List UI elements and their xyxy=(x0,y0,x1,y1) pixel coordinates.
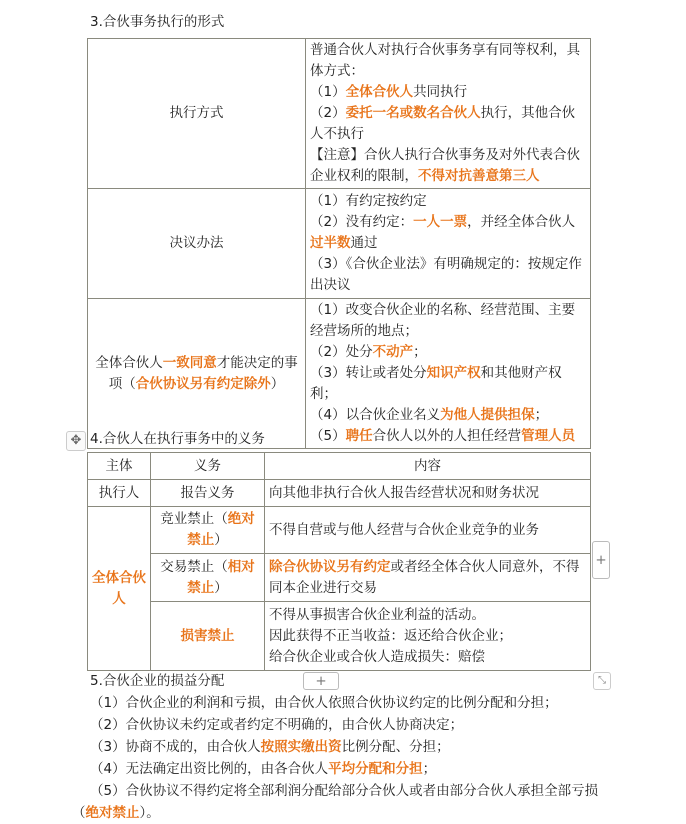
text-segment: ； xyxy=(413,344,427,360)
header-content: 内容 xyxy=(265,453,591,480)
execution-forms-table xyxy=(87,38,591,449)
text-segment: （2） xyxy=(310,105,346,121)
text-segment: 合伙人以外的人担任经营 xyxy=(372,428,522,444)
section3-heading: 3.合伙事务执行的形式 xyxy=(90,14,225,30)
highlight-text: 委托一名或数名合伙人 xyxy=(345,105,481,121)
paragraph xyxy=(310,363,586,405)
text-segment: 普通合伙人对执行合伙事务享有同等权利，具体方式： xyxy=(310,42,580,79)
text-segment: ） xyxy=(214,532,228,548)
text-segment: 向其他非执行合伙人报告经营状况和财务状况 xyxy=(269,484,539,501)
table-row xyxy=(88,480,591,507)
text-segment: 比例分配、分担； xyxy=(341,739,450,755)
highlight-text: 聘任 xyxy=(345,428,373,444)
text-segment: ）。 xyxy=(139,805,160,821)
content-cell xyxy=(265,507,591,554)
paragraph xyxy=(269,520,586,541)
highlight-text: 为他人提供担保 xyxy=(440,407,535,423)
text-segment: 全体合伙人 xyxy=(95,354,163,371)
highlight-text: 一人一票 xyxy=(413,214,468,230)
text-segment: （1） xyxy=(310,84,346,100)
header-duty: 义务 xyxy=(151,453,265,480)
paragraph xyxy=(310,254,586,296)
text-segment: （4）无法确定出资比例的，由各合伙人 xyxy=(90,761,329,777)
table-row xyxy=(88,554,591,602)
paragraph xyxy=(269,647,586,668)
text-segment: 执行，其他合伙人不执行 xyxy=(310,105,576,142)
text-segment: 和其他财产权利； xyxy=(310,365,562,402)
list-item xyxy=(72,714,622,736)
text-segment: ； xyxy=(534,407,549,423)
highlight-text: 过半数 xyxy=(310,235,351,251)
highlight-text: 按照实缴出资 xyxy=(260,739,342,755)
table-row xyxy=(88,507,591,554)
paragraph xyxy=(310,40,586,82)
text-segment: ，并经全体合伙人 xyxy=(467,214,576,230)
paragraph xyxy=(310,426,586,447)
list-item xyxy=(72,802,622,824)
section5-heading: 5.合伙企业的损益分配 xyxy=(90,673,225,689)
highlight-text: 平均分配和分担 xyxy=(328,761,423,777)
paragraph xyxy=(310,191,586,212)
section4-heading: 4.合伙人在执行事务中的义务 xyxy=(90,431,265,447)
resize-icon[interactable]: ⤡ xyxy=(593,672,611,690)
row-label xyxy=(88,189,306,299)
paragraph xyxy=(310,145,586,187)
text-segment: （1）合伙企业的利润和亏损，由合伙人依照合伙协议约定的比例分配和分担； xyxy=(90,695,558,711)
list-item xyxy=(72,736,622,758)
duty-cell xyxy=(151,507,265,554)
table-row xyxy=(88,39,591,189)
subject-cell: 执行人 xyxy=(88,480,151,507)
highlight-text: 损害禁止 xyxy=(180,627,235,644)
row-content xyxy=(306,39,591,189)
text-segment: 给合伙企业或合伙人造成损失：赔偿 xyxy=(269,648,485,665)
table-row xyxy=(88,299,591,449)
add-column-button[interactable]: + xyxy=(592,541,610,579)
text-segment: （2）没有约定： xyxy=(310,214,414,230)
paragraph xyxy=(310,82,586,103)
text-segment: （5） xyxy=(310,428,346,444)
text-segment: 才能决定的事项（ xyxy=(108,354,298,392)
text-segment: 报告义务 xyxy=(180,484,235,501)
subject-cell: 全体合伙人 xyxy=(88,507,151,671)
text-segment: （2）处分 xyxy=(310,344,373,360)
paragraph xyxy=(269,483,586,504)
partner-duties-table xyxy=(87,452,591,671)
text-segment: 决议办法 xyxy=(169,235,224,251)
text-segment: （5）合伙协议不得约定将全部利润分配给部分合伙人或者由部分合伙人承担全部亏损 xyxy=(90,783,599,799)
header-subject: 主体 xyxy=(88,453,151,480)
text-segment: （1）有约定按约定 xyxy=(310,193,427,209)
paragraph xyxy=(310,103,586,145)
section5 xyxy=(72,670,622,824)
text-segment: 共同执行 xyxy=(413,84,468,100)
paragraph xyxy=(310,405,586,426)
highlight-text: 绝对禁止 xyxy=(85,805,140,821)
text-segment: （ xyxy=(72,805,86,821)
text-segment: 通过 xyxy=(350,235,378,251)
text-segment: 交易禁止（ xyxy=(160,558,228,575)
text-segment: ； xyxy=(422,761,437,777)
table-header-row xyxy=(88,453,591,480)
duty-cell xyxy=(151,554,265,602)
highlight-text: 全体合伙人 xyxy=(345,84,414,100)
table-row xyxy=(88,189,591,299)
paragraph xyxy=(310,212,586,254)
highlight-text: 知识产权 xyxy=(426,365,481,381)
text-segment: （3）《合伙企业法》有明确规定的：按规定作出决议 xyxy=(310,256,582,293)
row-content xyxy=(306,299,591,449)
move-icon[interactable]: ✥ xyxy=(66,431,86,451)
add-row-button[interactable]: + xyxy=(303,672,339,690)
text-segment: （3）转让或者处分 xyxy=(310,365,427,381)
text-segment: 【注意】合伙人执行合伙事务及对外代表合伙企业权利的限制， xyxy=(310,147,580,184)
content-cell xyxy=(265,602,591,671)
highlight-text: 一致同意 xyxy=(162,354,217,371)
highlight-text: 管理人员 xyxy=(521,428,576,444)
list-item xyxy=(72,780,622,802)
highlight-text: 除合伙协议另有约定 xyxy=(269,558,391,575)
text-segment: ） xyxy=(270,375,285,392)
text-segment: （2）合伙协议未约定或者约定不明确的，由合伙人协商决定； xyxy=(90,717,464,733)
row-content xyxy=(306,189,591,299)
highlight-text: 绝对禁止 xyxy=(187,511,255,548)
text-segment: 因此获得不正当收益：返还给合伙企业； xyxy=(269,627,512,644)
content-cell xyxy=(265,554,591,602)
text-segment: （4）以合伙企业名义 xyxy=(310,407,441,423)
paragraph xyxy=(310,342,586,363)
text-segment: 执行方式 xyxy=(169,105,224,121)
paragraph xyxy=(269,626,586,647)
row-label xyxy=(88,39,306,189)
duty-cell xyxy=(151,602,265,671)
row-label xyxy=(88,299,306,449)
text-segment: 或者经全体合伙人同意外，不得同本企业进行交易 xyxy=(269,558,580,596)
text-segment: 竞业禁止（ xyxy=(160,511,228,527)
text-segment: 不得从事损害合伙企业利益的活动。 xyxy=(269,606,485,623)
text-segment: （3）协商不成的，由合伙人 xyxy=(90,739,261,755)
list-item xyxy=(72,758,622,780)
highlight-text: 合伙协议另有约定除外 xyxy=(135,375,271,392)
content-cell xyxy=(265,480,591,507)
text-segment: ） xyxy=(214,579,228,596)
paragraph xyxy=(269,605,586,626)
paragraph xyxy=(310,300,586,342)
list-item xyxy=(72,692,622,714)
highlight-text: 相对禁止 xyxy=(187,558,255,596)
table-row xyxy=(88,602,591,671)
paragraph xyxy=(269,557,586,599)
text-segment: 不得自营或与他人经营与合伙企业竞争的业务 xyxy=(269,521,539,538)
highlight-text: 不得对抗善意第三人 xyxy=(418,168,540,184)
highlight-text: 不动产 xyxy=(372,344,414,360)
text-segment: （1）改变合伙企业的名称、经营范围、主要经营场所的地点； xyxy=(310,302,576,339)
duty-cell xyxy=(151,480,265,507)
